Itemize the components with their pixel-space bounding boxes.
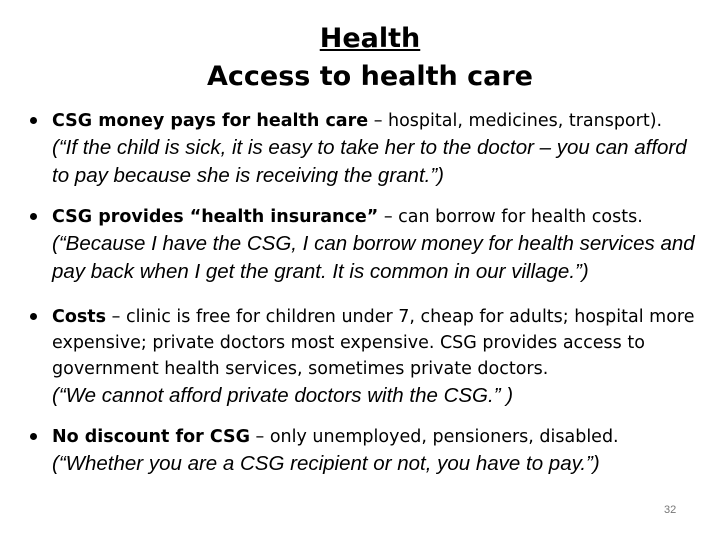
bullet-item <box>28 304 708 410</box>
slide-title <box>0 20 720 96</box>
bullet-detail: – hospital, medicines, transport). <box>368 111 663 131</box>
bullet-detail: – can borrow for health costs. <box>378 207 643 227</box>
bullet-text <box>52 304 708 382</box>
bullet-quote: (“We cannot afford private doctors with the CSG.” ) <box>52 384 514 407</box>
bullet-item <box>28 204 708 286</box>
bullet-heading: No discount for CSG <box>52 427 250 447</box>
bullet-dot-icon <box>30 117 37 124</box>
bullet-detail: – clinic is free for children under 7, cheap for adults; hospital more expensive; private doctors most expensive. CSG provides access to government health services, sometimes private doctors. <box>52 307 695 379</box>
bullet-text <box>52 204 708 230</box>
bullet-quote: (“Because I have the CSG, I can borrow money for health services and pay back when I get the grant. It is common in our village.”) <box>52 232 695 283</box>
title-access-to-health-care: Access to health care <box>206 61 533 92</box>
bullet-heading: CSG money pays for health care <box>52 111 369 131</box>
bullet-text <box>52 108 708 134</box>
bullet-dot-icon <box>30 433 37 440</box>
bullet-dot-icon <box>30 213 37 220</box>
bullet-quote: (“Whether you are a CSG recipient or not, you have to pay.”) <box>52 452 600 475</box>
title-health: Health <box>319 23 421 54</box>
bullet-heading: Costs <box>52 307 107 327</box>
bullet-quote: (“If the child is sick, it is easy to take her to the doctor – you can afford to pay because she is receiving the grant.”) <box>52 136 687 187</box>
bullet-dot-icon <box>30 313 37 320</box>
bullet-list <box>28 108 708 478</box>
bullet-item <box>28 424 708 478</box>
bullet-detail: – only unemployed, pensioners, disabled. <box>249 427 619 447</box>
bullet-text <box>52 424 708 450</box>
page-number: 32 <box>664 504 677 516</box>
bullet-item <box>28 108 708 190</box>
bullet-heading: CSG provides “health insurance” <box>52 207 379 227</box>
